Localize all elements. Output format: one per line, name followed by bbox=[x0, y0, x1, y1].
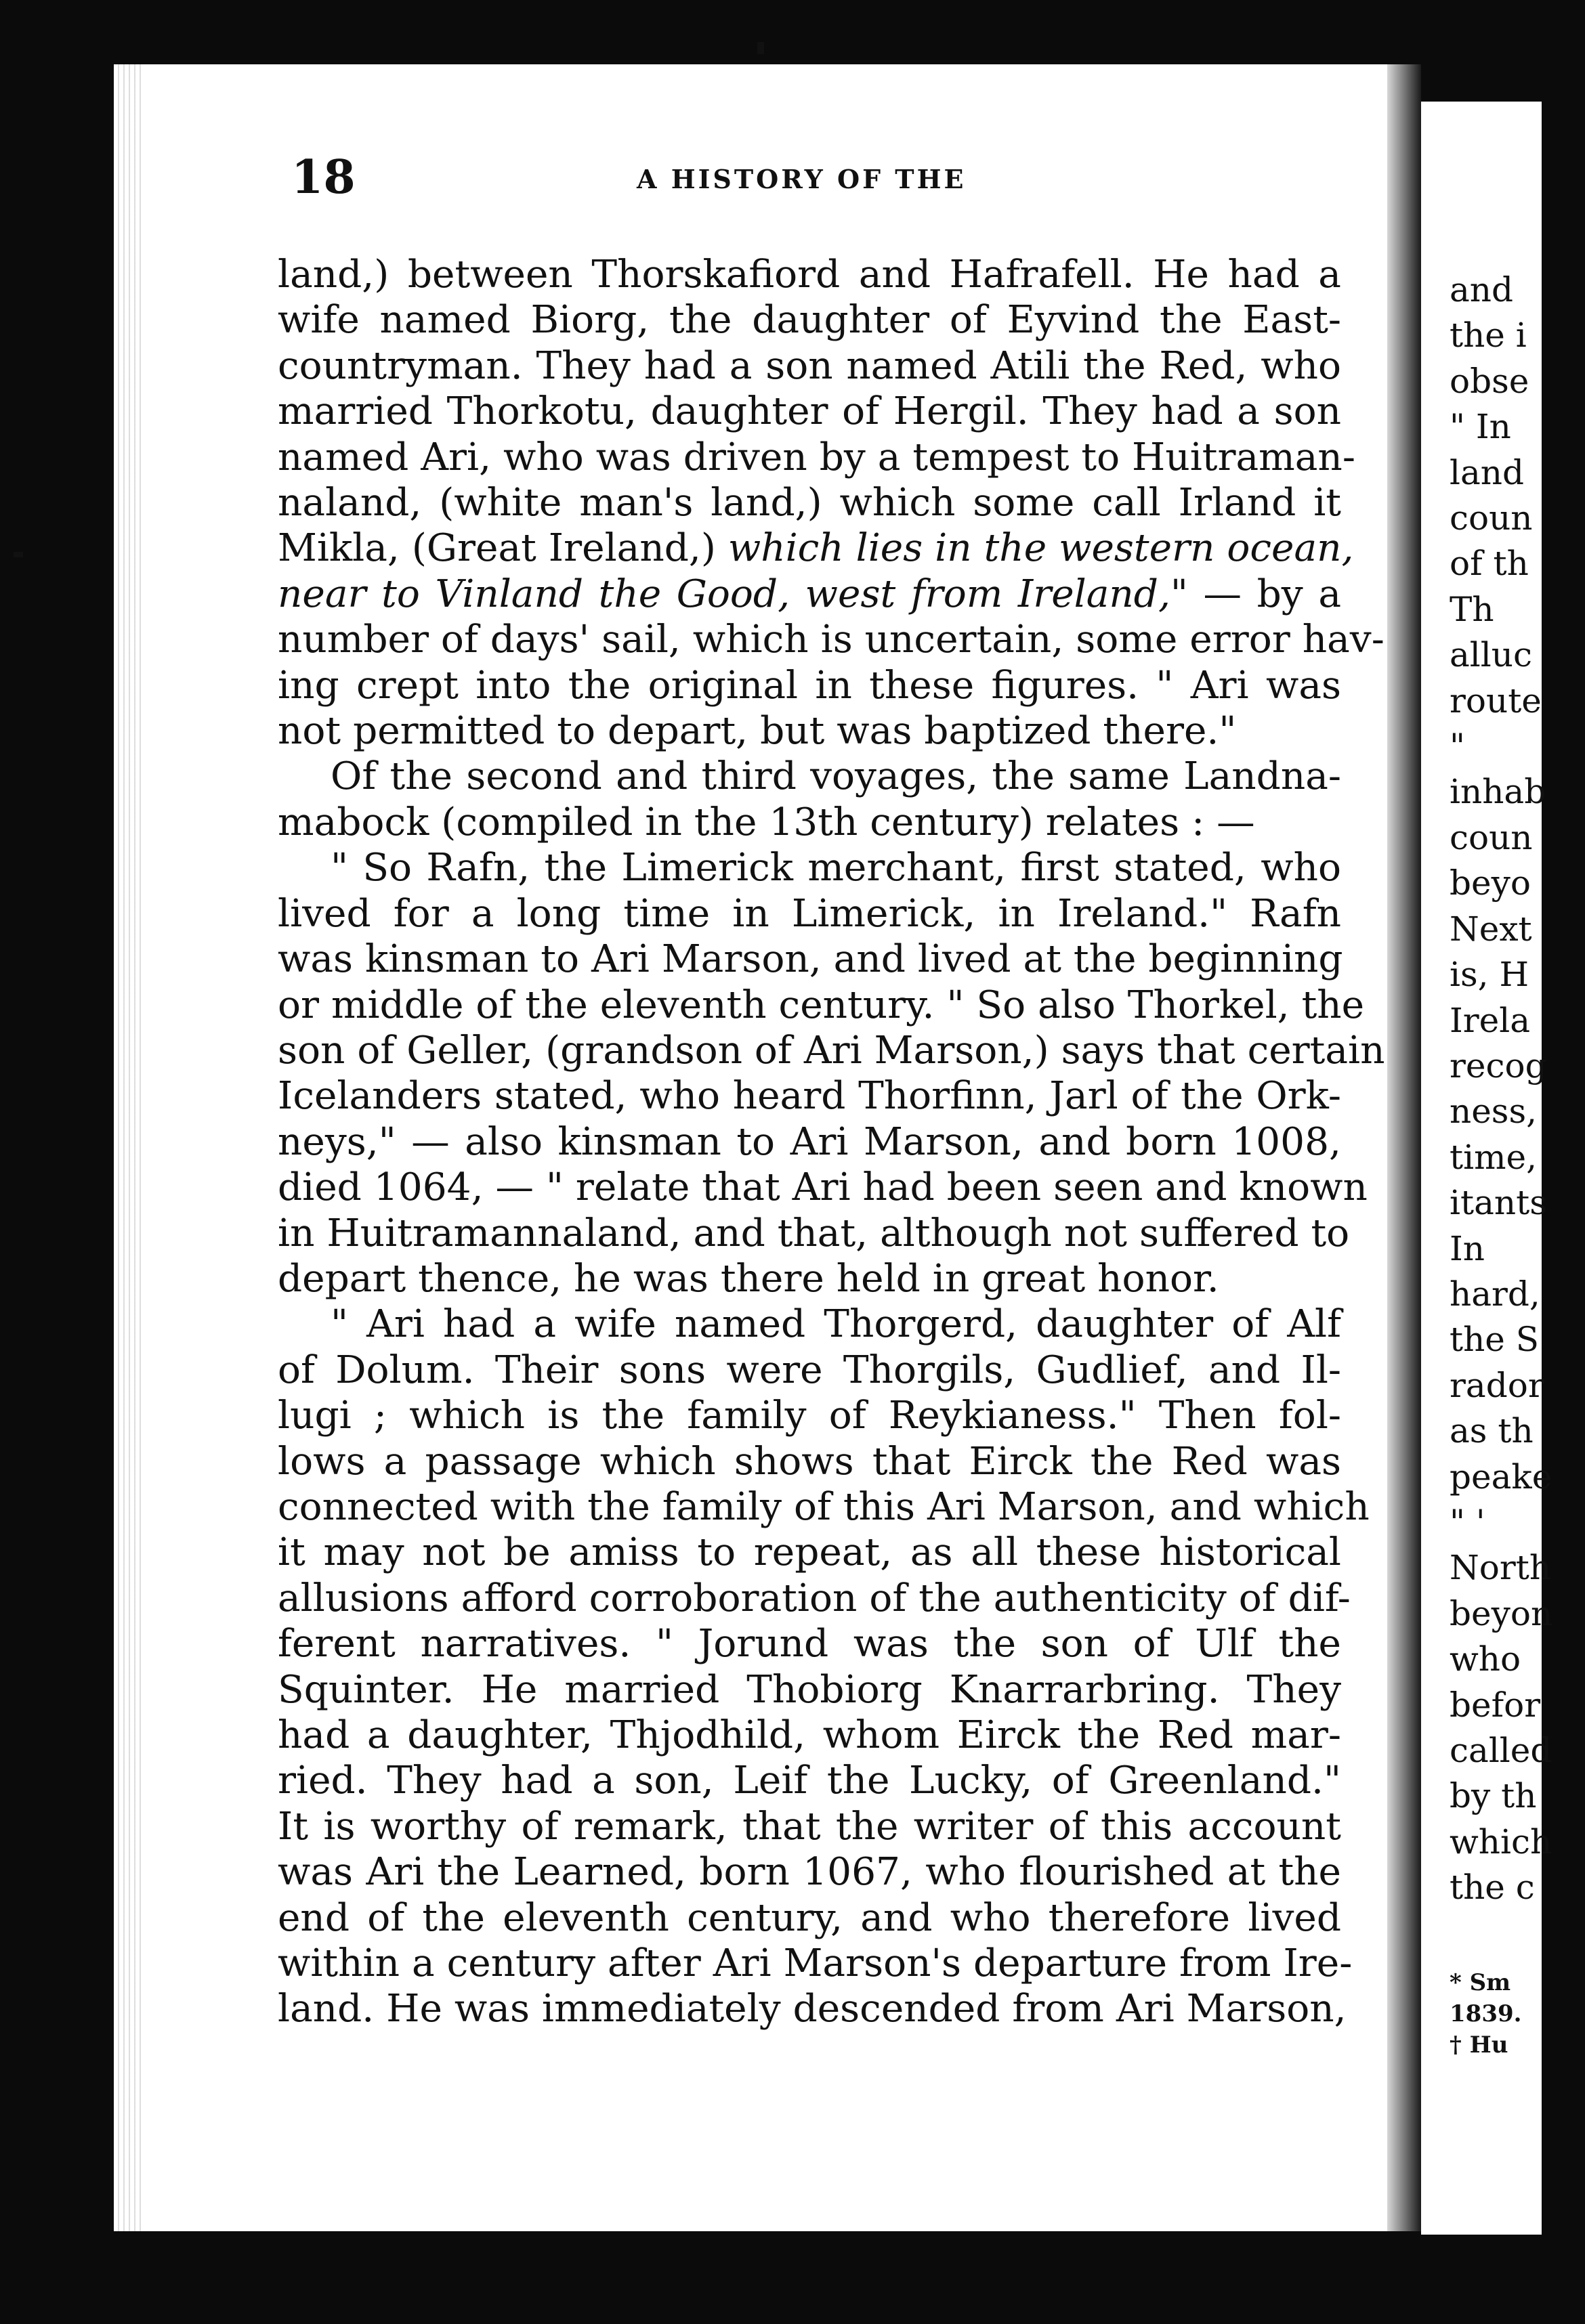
text-line-mixed bbox=[278, 572, 1341, 617]
text-line: named Ari, who was driven by a tempest to Huitraman- bbox=[278, 435, 1355, 479]
right-page-fragment: " ' bbox=[1450, 1502, 1485, 1542]
text-line: " So Rafn, the Limerick merchant, first stated, who bbox=[331, 846, 1341, 890]
right-page-fragment: beyon bbox=[1450, 1593, 1553, 1633]
right-page-fragment: befor bbox=[1450, 1685, 1541, 1725]
text-line: mabock (compiled in the 13th century) relates : — bbox=[278, 800, 1255, 844]
text-line: connected with the family of this Ari Marson, and which bbox=[278, 1484, 1370, 1529]
running-title: A HISTORY OF THE bbox=[637, 164, 967, 194]
right-page-footnotes bbox=[1450, 1967, 1585, 2061]
text-line: married Thorkotu, daughter of Hergil. They had a son bbox=[278, 389, 1341, 434]
text-segment: Mikla, (Great Ireland,) bbox=[278, 526, 728, 571]
text-segment: — by a bbox=[1187, 572, 1342, 616]
footnote-fragment: 1839. bbox=[1450, 2000, 1522, 2027]
right-page-fragment: inhab bbox=[1450, 772, 1546, 812]
right-page-fragment: by th bbox=[1450, 1776, 1537, 1816]
right-page-fragment: the S bbox=[1450, 1320, 1540, 1360]
body-text bbox=[278, 252, 1385, 2032]
book-gutter bbox=[1387, 64, 1421, 2231]
right-page-fragment: time, bbox=[1450, 1137, 1537, 1177]
page-header bbox=[291, 150, 1348, 211]
text-line: naland, (white man's land,) which some call Irland it bbox=[278, 481, 1341, 525]
right-page-fragment: which bbox=[1450, 1822, 1552, 1862]
scan-speck bbox=[757, 42, 764, 54]
text-line-mixed bbox=[278, 525, 1354, 571]
text-line: died 1064, — " relate that Ari had been seen and known bbox=[278, 1165, 1368, 1210]
right-page-fragment: North bbox=[1450, 1548, 1552, 1588]
text-line: wife named Biorg, the daughter of Eyvind the East- bbox=[278, 298, 1341, 343]
text-line: in Huitramannaland, and that, although not suffered to bbox=[278, 1211, 1350, 1255]
text-line: land. He was immediately descended from Ari Marson, bbox=[278, 1987, 1347, 2031]
right-page-fragment: obse bbox=[1450, 361, 1529, 401]
italic-segment: which lies in the western ocean, bbox=[727, 526, 1354, 571]
text-line: end of the eleventh century, and who therefore lived bbox=[278, 1895, 1341, 1940]
text-line: countryman. They had a son named Atili the Red, who bbox=[278, 343, 1341, 388]
text-line: was kinsman to Ari Marson, and lived at the beginning bbox=[278, 937, 1343, 982]
scan-speck bbox=[14, 552, 23, 557]
page-edge-shading bbox=[114, 64, 141, 2231]
text-line: within a century after Ari Marson's departure from Ire- bbox=[278, 1941, 1353, 1986]
right-page-fragment: In bbox=[1450, 1228, 1485, 1268]
right-page-fragment: " In bbox=[1450, 407, 1511, 447]
right-page-fragment: Th bbox=[1450, 589, 1494, 629]
right-page-fragment: itants bbox=[1450, 1183, 1547, 1223]
text-line: was Ari the Learned, born 1067, who flourished at the bbox=[278, 1850, 1341, 1895]
right-page-fragment: as th bbox=[1450, 1411, 1534, 1451]
text-line: depart thence, he was there held in great honor. bbox=[278, 1256, 1219, 1301]
right-page-fragment: Next bbox=[1450, 909, 1532, 949]
italic-segment: near to Vinland the Good, west from Ireland," bbox=[278, 572, 1188, 616]
text-line: son of Geller, (grandson of Ari Marson,) says that certain bbox=[278, 1028, 1385, 1073]
page-number: 18 bbox=[291, 150, 356, 205]
right-page-fragment: route bbox=[1450, 681, 1542, 720]
text-line: allusions afford corroboration of the authenticity of dif- bbox=[278, 1576, 1351, 1620]
right-page-fragment: called bbox=[1450, 1731, 1552, 1770]
text-line: neys," — also kinsman to Ari Marson, and born 1008, bbox=[278, 1119, 1341, 1164]
text-line: it may not be amiss to repeat, as all these historical bbox=[278, 1530, 1341, 1575]
text-line: ried. They had a son, Leif the Lucky, of Greenland." bbox=[278, 1759, 1341, 1803]
text-line: or middle of the eleventh century. " So also Thorkel, the bbox=[278, 983, 1365, 1027]
right-page-fragment: hard, bbox=[1450, 1274, 1540, 1314]
right-page-fragment: who bbox=[1450, 1639, 1521, 1679]
footnote-fragment: * Sm bbox=[1450, 1969, 1511, 1996]
right-page-fragment: the c bbox=[1450, 1868, 1535, 1908]
text-line: Squinter. He married Thobiorg Knarrarbring. They bbox=[278, 1667, 1341, 1712]
right-page-fragment: of th bbox=[1450, 544, 1529, 584]
right-page-fragment: recog bbox=[1450, 1046, 1547, 1085]
right-page-fragment: rador bbox=[1450, 1365, 1544, 1405]
text-line: of Dolum. Their sons were Thorgils, Gudlief, and Il- bbox=[278, 1348, 1341, 1392]
right-page-fragment: Irela bbox=[1450, 1000, 1531, 1040]
right-page-text bbox=[1450, 267, 1585, 1911]
right-page-fragment: coun bbox=[1450, 498, 1533, 538]
text-line: land,) between Thorskafiord and Hafrafell. He had a bbox=[278, 253, 1341, 297]
right-page-fragment: alluc bbox=[1450, 635, 1532, 675]
text-line: had a daughter, Thjodhild, whom Eirck the Red mar- bbox=[278, 1713, 1341, 1757]
right-page-fragment: beyo bbox=[1450, 863, 1531, 903]
text-line: ferent narratives. " Jorund was the son of Ulf the bbox=[278, 1622, 1341, 1666]
text-line: number of days' sail, which is uncertain, some error hav- bbox=[278, 618, 1385, 662]
right-page-fragment: the i bbox=[1450, 316, 1527, 356]
text-line: It is worthy of remark, that the writer of this account bbox=[278, 1804, 1341, 1849]
right-page-fragment: and bbox=[1450, 270, 1514, 309]
footnote-fragment: † Hu bbox=[1450, 2031, 1508, 2059]
text-line: Of the second and third voyages, the same Landna- bbox=[331, 754, 1341, 799]
text-line: not permitted to depart, but was baptized there." bbox=[278, 709, 1237, 754]
text-line: lows a passage which shows that Eirck the Red was bbox=[278, 1439, 1341, 1484]
text-line: ing crept into the original in these figures. " Ari was bbox=[278, 663, 1341, 708]
right-page-fragment: land bbox=[1450, 452, 1525, 492]
right-page-fragment: is, H bbox=[1450, 955, 1529, 995]
text-line: Icelanders stated, who heard Thorfinn, Jarl of the Ork- bbox=[278, 1074, 1341, 1119]
right-page-fragment: ness, bbox=[1450, 1092, 1538, 1132]
right-page-fragment: peake bbox=[1450, 1457, 1552, 1497]
right-page-fragment: " bbox=[1450, 727, 1465, 767]
right-page-fragment: coun bbox=[1450, 817, 1533, 857]
text-line: " Ari had a wife named Thorgerd, daughter of Alf bbox=[331, 1302, 1341, 1347]
text-line: lugi ; which is the family of Reykianess." Then fol- bbox=[278, 1394, 1341, 1438]
text-line: lived for a long time in Limerick, in Ireland." Rafn bbox=[278, 891, 1341, 936]
